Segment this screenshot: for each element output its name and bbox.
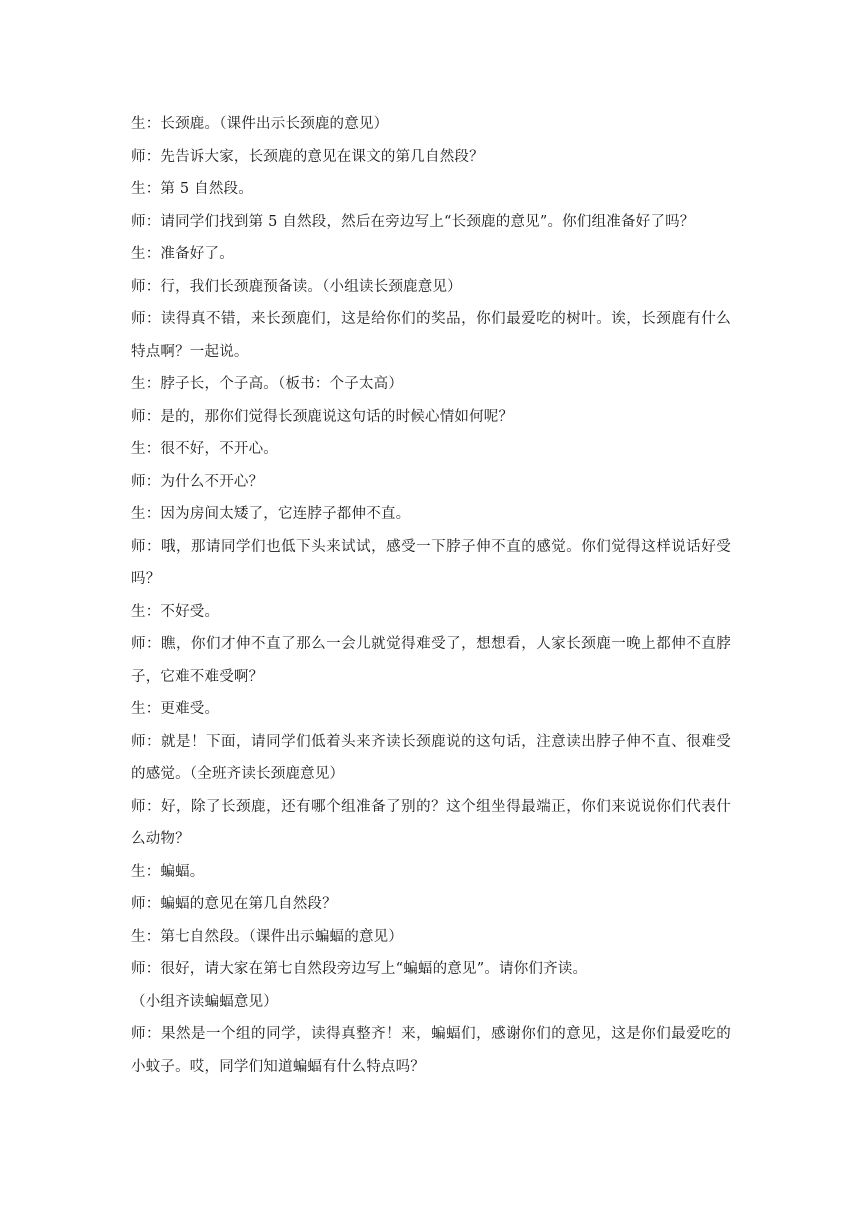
paragraph-7: 师：读得真不错，来长颈鹿们，这是给你们的奖品，你们最爱吃的树叶。诶，长颈鹿有什么特点啊？一起说。 [131,311,731,360]
paragraph-1: 生：长颈鹿。（课件出示长颈鹿的意见） [131,116,389,132]
paragraph-2: 师：先告诉大家，长颈鹿的意见在课文的第几自然段？ [131,148,484,165]
paragraph-24: 师：果然是一个组的同学，读得真整齐！来，蝙蝠们，感谢你们的意见，这是你们最爱吃的小蚊子。哎，同学们知道蝙蝠有什么特点吗？ [131,1026,731,1075]
paragraph-8: 生：脖子长，个子高。（板书：个子太高） [131,376,404,392]
paragraph-18: 师：好，除了长颈鹿，还有哪个组准备了别的？这个组坐得最端正，你们来说说你们代表什么动物？ [131,798,731,847]
paragraph-6: 师：行，我们长颈鹿预备读。（小组读长颈鹿意见） [131,278,462,295]
paragraph-12: 生：因为房间太矮了，它连脖子都伸不直。 [131,506,411,522]
paragraph-19: 生：蝙蝠。 [131,863,205,880]
paragraph-5: 生：准备好了。 [131,246,234,262]
paragraph-23: （小组齐读蝙蝠意见） [131,993,278,1010]
paragraph-13: 师：哦，那请同学们也低下头来试试，感受一下脖子伸不直的感觉。你们觉得这样说话好受吗？ [131,538,731,587]
paragraph-17: 师：就是！下面，请同学们低着头来齐读长颈鹿说的这句话，注意读出脖子伸不直、很难受的感觉。（全班齐读长颈鹿意见） [131,733,731,782]
paragraph-20: 师：蝙蝠的意见在第几自然段？ [131,896,337,912]
paragraph-10: 生：很不好，不开心。 [131,441,278,457]
paragraph-9: 师：是的，那你们觉得长颈鹿说这句话的时候心情如何呢？ [131,408,514,425]
paragraph-15: 师：瞧，你们才伸不直了那么一会儿就觉得难受了，想想看，人家长颈鹿一晚上都伸不直脖子，它难不难受啊？ [131,636,731,685]
paragraph-14: 生：不好受。 [131,603,220,620]
paragraph-4: 师：请同学们找到第 5 自然段，然后在旁边写上“长颈鹿的意见”。你们组准备好了吗？ [131,213,695,230]
paragraph-22: 师：很好，请大家在第七自然段旁边写上“蝙蝠的意见”。请你们齐读。 [131,961,588,977]
paragraph-3: 生：第 5 自然段。 [131,181,253,197]
paragraph-16: 生：更难受。 [131,701,220,717]
document-body [131,108,731,1083]
paragraph-21: 生：第七自然段。（课件出示蝙蝠的意见） [131,928,404,945]
paragraph-11: 师：为什么不开心？ [131,473,264,490]
